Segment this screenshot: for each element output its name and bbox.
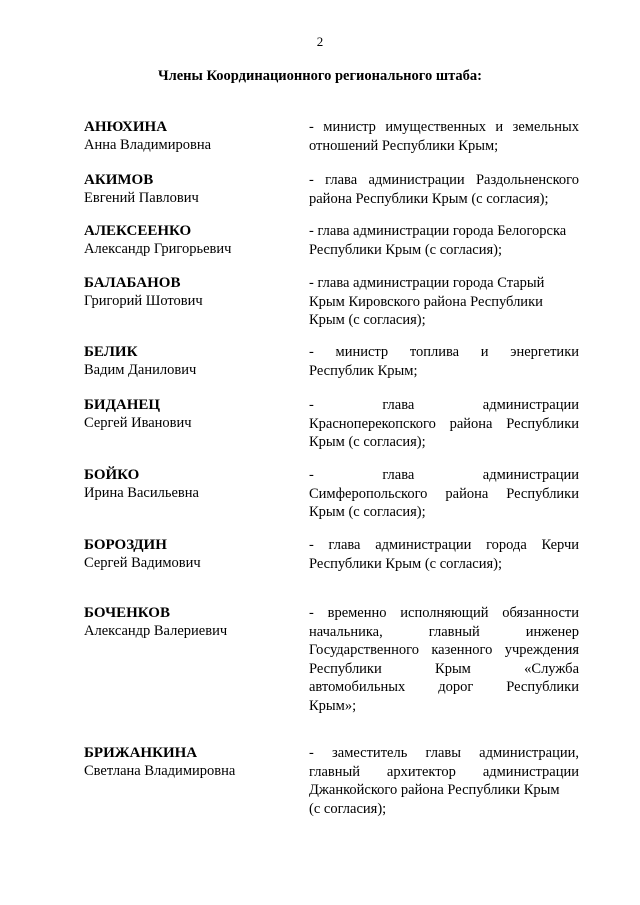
role-line: Республики Крым «Служба	[309, 660, 579, 677]
role-line: Республики Крым (с согласия);	[309, 555, 503, 572]
member-given-name: Евгений Павлович	[84, 190, 199, 206]
role-line: - министр имущественных и земельных	[309, 119, 579, 135]
member-person	[84, 744, 294, 780]
role-line: Государственного казенного учреждения	[309, 642, 579, 658]
role-line: - временно исполняющий обязанности	[309, 605, 579, 621]
role-line: начальника, главный инженер	[309, 623, 579, 640]
role-line: - глава администрации города Старый	[309, 275, 545, 291]
member-given-name: Григорий Шотович	[84, 293, 203, 309]
member-person	[84, 466, 294, 502]
role-line: Республики Крым (с согласия);	[309, 241, 503, 258]
member-given-name: Ирина Васильевна	[84, 485, 199, 501]
member-given-name: Вадим Данилович	[84, 362, 197, 378]
member-person	[84, 171, 294, 207]
role-line: - глава администрации	[309, 397, 579, 413]
role-line: Красноперекопского района Республики	[309, 415, 579, 432]
member-role	[309, 222, 579, 259]
member-surname: АНЮХИНА	[84, 119, 168, 135]
role-line: - глава администрации города Керчи	[309, 537, 579, 553]
member-given-name: Александр Григорьевич	[84, 241, 232, 257]
member-role	[309, 118, 579, 155]
role-line: Республик Крым;	[309, 362, 418, 379]
member-surname: БОРОЗДИН	[84, 537, 167, 553]
role-line: Джанкойского района Республики Крым	[309, 782, 560, 798]
member-surname: АКИМОВ	[84, 172, 154, 188]
member-role	[309, 343, 579, 380]
member-surname: БИДАНЕЦ	[84, 397, 161, 413]
member-given-name: Анна Владимировна	[84, 137, 212, 153]
member-person	[84, 536, 294, 572]
role-line: главный архитектор администрации	[309, 763, 579, 780]
member-person	[84, 396, 294, 432]
role-line: Крым (с согласия);	[309, 504, 426, 520]
member-role	[309, 396, 579, 452]
role-line: - заместитель главы администрации,	[309, 745, 579, 761]
role-line: отношений Республики Крым;	[309, 137, 499, 154]
member-surname: БАЛАБАНОВ	[84, 275, 181, 291]
member-person	[84, 343, 294, 379]
member-surname: БЕЛИК	[84, 344, 138, 360]
role-line: - глава администрации	[309, 467, 579, 483]
role-line: Симферопольского района Республики	[309, 485, 579, 502]
member-surname: БРИЖАНКИНА	[84, 745, 198, 761]
member-given-name: Александр Валериевич	[84, 623, 228, 639]
role-line: Крым»;	[309, 697, 357, 714]
role-line: - глава администрации Раздольненского	[309, 172, 579, 188]
member-role	[309, 171, 579, 208]
page-number: 2	[316, 34, 324, 49]
member-given-name: Сергей Вадимович	[84, 555, 201, 571]
role-line: Крым Кировского района Республики	[309, 293, 543, 310]
member-given-name: Сергей Иванович	[84, 415, 192, 431]
member-surname: БОЧЕНКОВ	[84, 605, 170, 621]
member-person	[84, 118, 294, 154]
member-person	[84, 274, 294, 310]
document-title: Члены Координационного регионального штаба:	[157, 68, 483, 84]
role-line: - министр топлива и энергетики	[309, 344, 579, 360]
role-line: Крым (с согласия);	[309, 434, 426, 450]
member-role	[309, 744, 579, 818]
member-role	[309, 536, 579, 573]
role-line: (с согласия);	[309, 800, 387, 817]
role-line: автомобильных дорог Республики	[309, 679, 579, 695]
member-surname: БОЙКО	[84, 467, 140, 483]
member-role	[309, 466, 579, 522]
member-person	[84, 222, 294, 258]
role-line: района Республики Крым (с согласия);	[309, 190, 549, 207]
member-role	[309, 604, 579, 715]
member-role	[309, 274, 579, 330]
member-surname: АЛЕКСЕЕНКО	[84, 223, 192, 239]
role-line: Крым (с согласия);	[309, 312, 426, 328]
member-given-name: Светлана Владимировна	[84, 763, 236, 779]
member-person	[84, 604, 294, 640]
role-line: - глава администрации города Белогорска	[309, 223, 567, 239]
